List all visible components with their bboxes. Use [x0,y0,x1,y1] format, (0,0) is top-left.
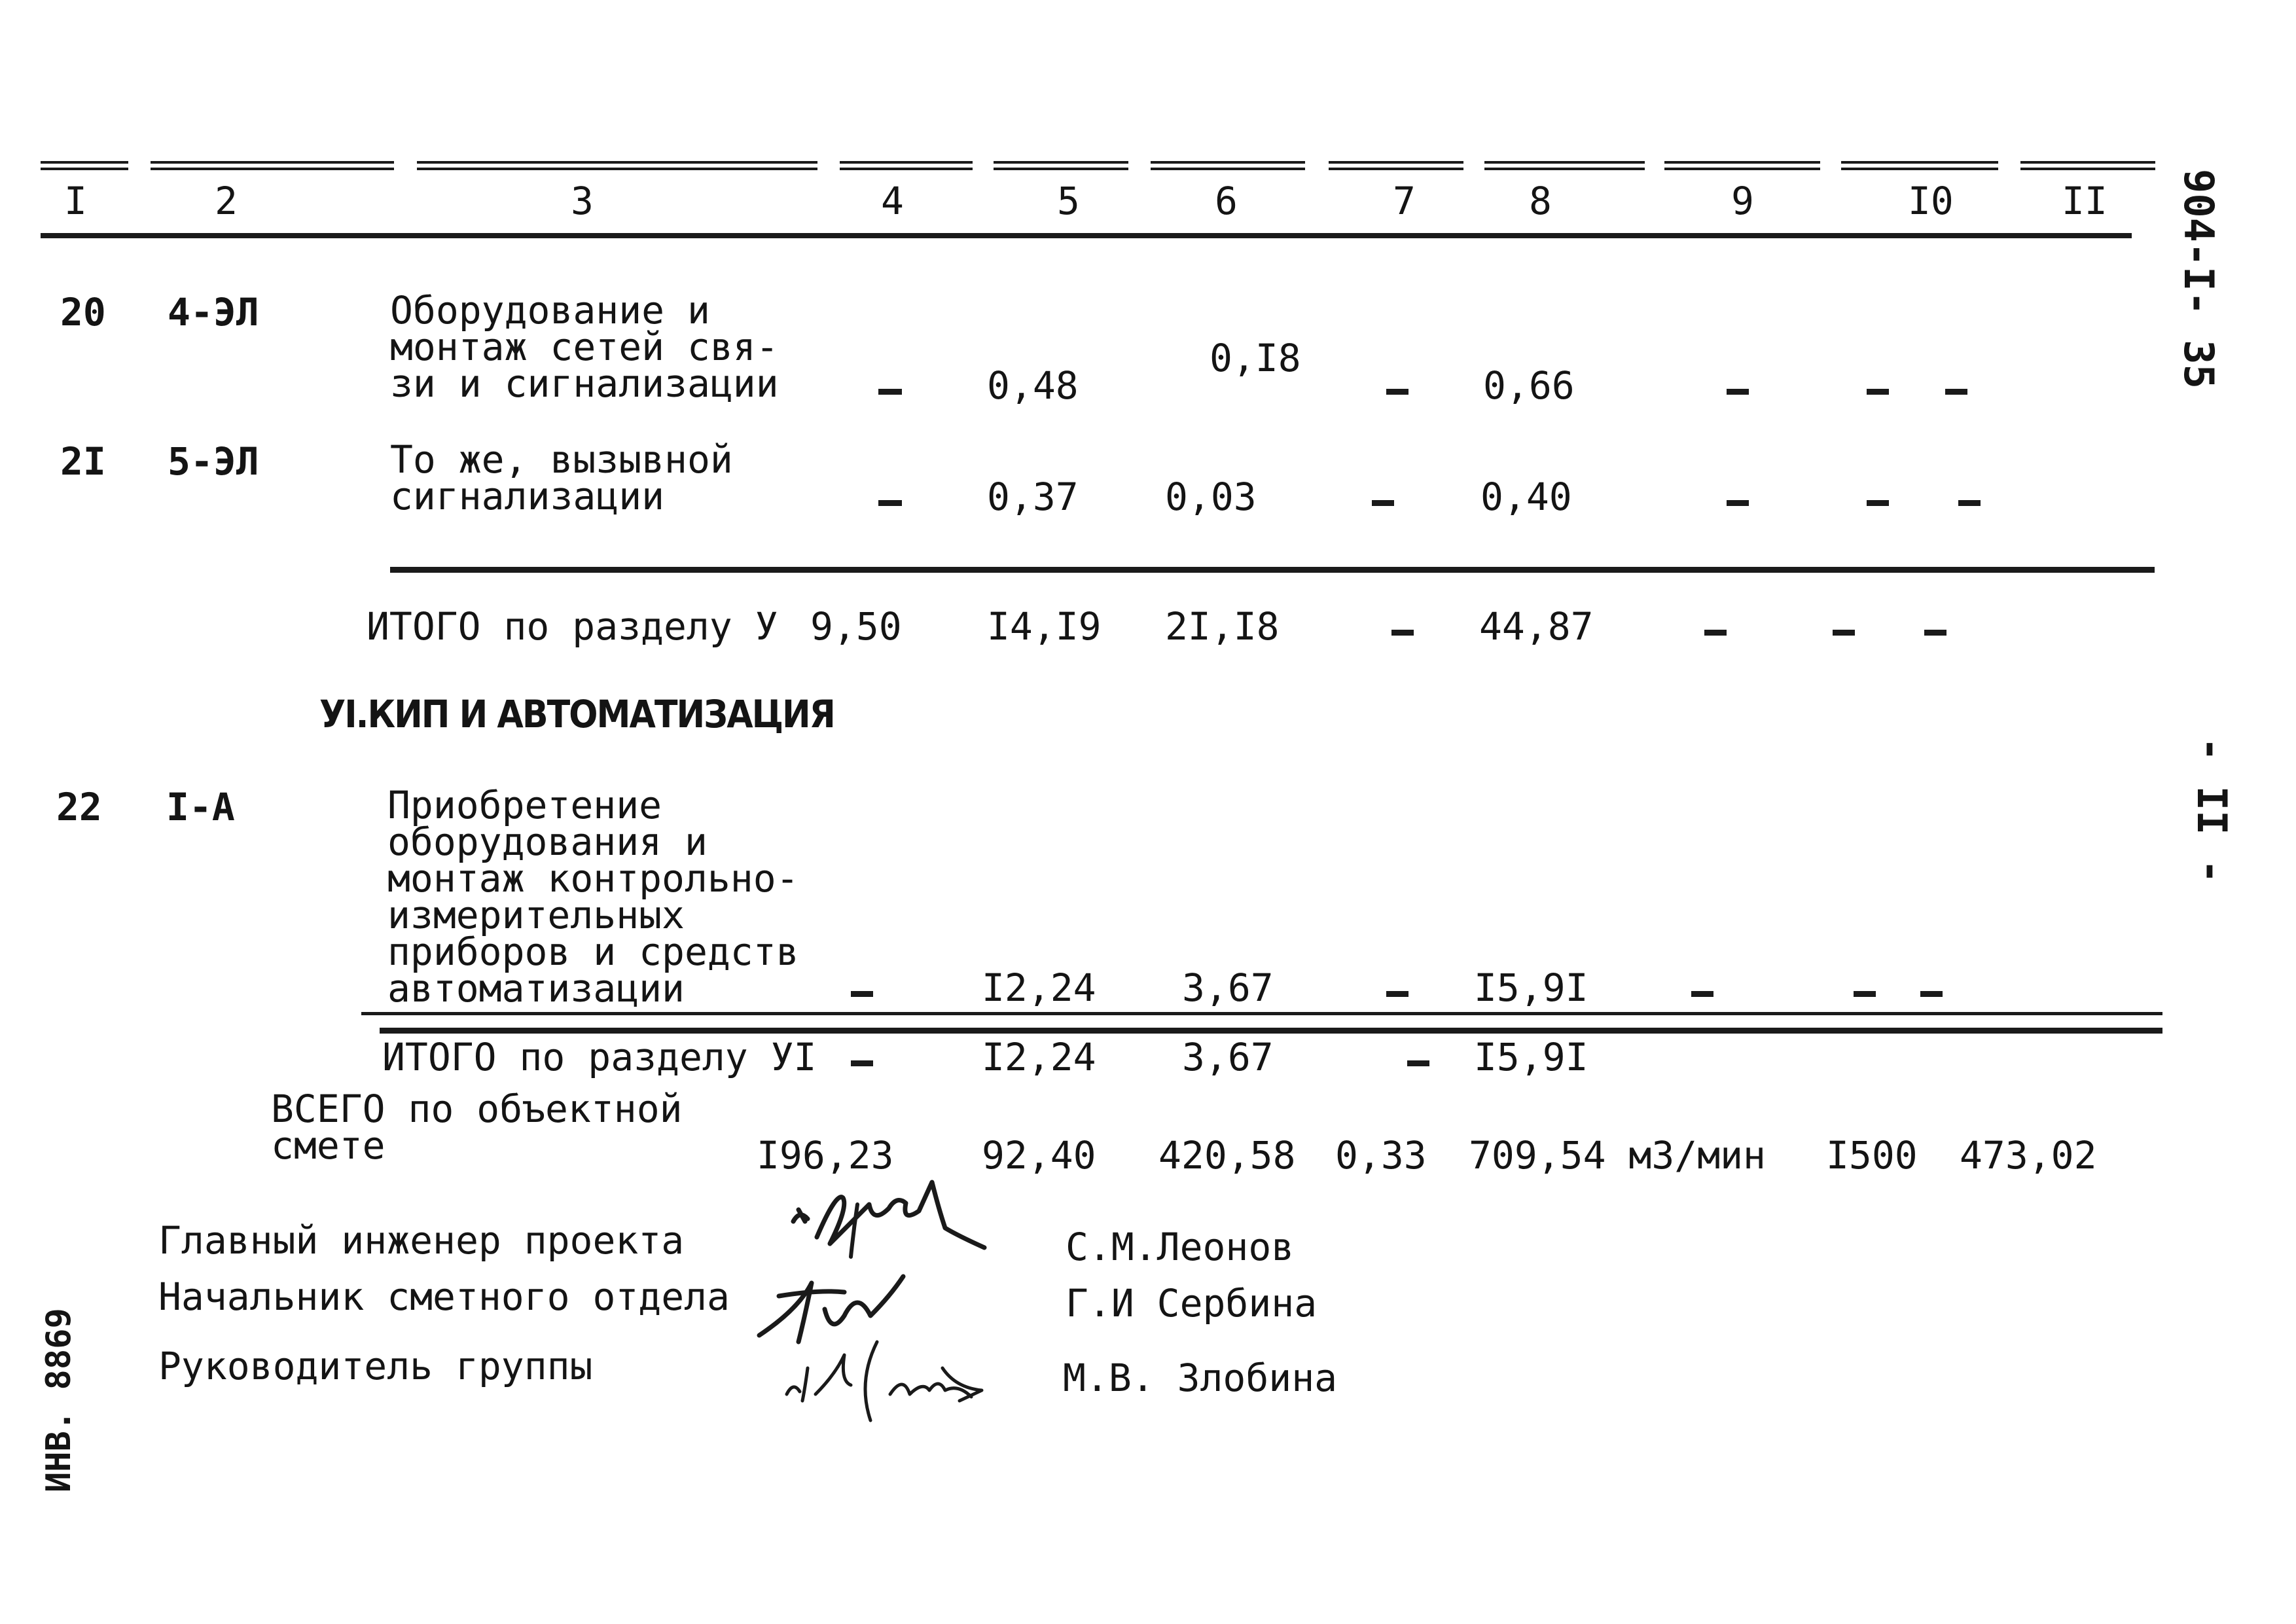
row-col5-value: 0,37 [987,475,1079,519]
document-code: 904-I- 35 [2175,169,2223,389]
row-col7-dash [1386,389,1408,395]
grand-col8-value: 709,54 мЗ/мин [1469,1133,1766,1178]
row-code: 5-ЭЛ [168,439,259,484]
grand-col7-value: 0,33 [1335,1133,1427,1178]
row-col9-dash [1727,500,1749,506]
header-top-rule-10 [1841,161,1998,170]
total-label: ИТОГО по разделу У [367,604,778,649]
header-top-rule-8 [1484,161,1645,170]
total-col6-value: 3,67 [1182,1035,1274,1079]
signature-name-chief-engineer: С.М.Леонов [1066,1225,1295,1269]
header-top-rule-1 [41,161,128,170]
signature-title-group-lead: Руководитель группы [158,1344,593,1388]
row-code: 4-ЭЛ [168,290,259,334]
row-col8-value: 0,40 [1480,475,1572,519]
col-header-3: 3 [571,179,594,223]
row-number: 2I [60,439,106,484]
grand-col4-value: I96,23 [757,1133,894,1178]
header-top-rule-5 [994,161,1128,170]
row-number: 22 [56,785,102,829]
total-col4-dash [851,1060,873,1066]
total-col5-value: I2,24 [982,1035,1096,1079]
handwritten-signature-3 [779,1322,1041,1427]
row-col6-value: 0,I8 [1210,336,1301,380]
col-header-8: 8 [1529,179,1552,223]
row-col7-dash [1372,500,1394,506]
header-bottom-rule [41,233,2132,238]
signature-name-group-lead: М.В. Злобина [1063,1356,1338,1400]
grand-total-label: ВСЕГО по объектной смете [271,1087,683,1168]
row-description: Оборудование и монтаж сетей свя- зи и сигнализации [390,288,779,406]
signature-name-estimate-head: Г.И Сербина [1066,1281,1318,1326]
row-col4-dash [878,389,902,395]
row-col10-dash [1867,500,1889,506]
grand-col5-value: 92,40 [982,1133,1096,1178]
row-col6-value: 3,67 [1182,965,1274,1010]
header-top-rule-11 [2020,161,2155,170]
col-header-1: I [64,179,87,223]
header-top-rule-9 [1664,161,1820,170]
total-col6-value: 2I,I8 [1165,604,1280,649]
row-col11-dash [1920,991,1943,997]
total-col7-dash [1407,1060,1429,1066]
row-code: I-А [166,785,235,829]
section-heading-kip: УI.КИП И АВТОМАТИЗАЦИЯ [319,692,834,736]
row-col11-dash [1945,389,1967,395]
total-col11-dash [1924,630,1946,636]
row-description: То же, вызывной сигнализации [390,437,733,518]
row-col7-dash [1386,991,1408,997]
row-col10-dash [1867,389,1889,395]
row-col4-dash [851,991,873,997]
page-number: - II - [2188,737,2236,884]
total-label: ИТОГО по разделу УI [382,1035,817,1079]
row-col5-value: I2,24 [982,965,1096,1010]
row-col5-value: 0,48 [987,363,1079,408]
header-top-rule-4 [840,161,973,170]
row-col9-dash [1691,991,1713,997]
col-header-11: II [2062,179,2108,223]
total-col8-value: 44,87 [1479,604,1594,649]
section5-subtotal-rule [390,567,2155,573]
col-header-10: I0 [1908,179,1954,223]
col-header-9: 9 [1731,179,1754,223]
col-header-6: 6 [1215,179,1238,223]
row-col10-dash [1854,991,1876,997]
section6-line-rule [361,1012,2162,1015]
header-top-rule-7 [1329,161,1463,170]
row-col9-dash [1727,389,1749,395]
signature-title-estimate-head: Начальник сметного отдела [158,1274,730,1319]
row-col8-value: 0,66 [1483,363,1575,408]
total-col8-value: I5,9I [1474,1035,1588,1079]
col-header-5: 5 [1057,179,1080,223]
row-description: Приобретение оборудования и монтаж контрольно- измерительных приборов и средств автоматизации [387,783,799,1011]
inventory-number: ИНВ. 8869 [39,1308,79,1492]
header-top-rule-3 [417,161,817,170]
total-col9-dash [1704,630,1727,636]
row-col8-value: I5,9I [1474,965,1588,1010]
row-col4-dash [878,500,902,506]
col-header-2: 2 [215,179,238,223]
total-col4-value: 9,50 [810,604,902,649]
grand-col6-value: 420,58 [1158,1133,1296,1178]
total-col10-dash [1833,630,1855,636]
col-header-7: 7 [1393,179,1416,223]
row-number: 20 [60,290,106,334]
header-top-rule-6 [1151,161,1305,170]
total-col5-value: I4,I9 [987,604,1102,649]
header-top-rule-2 [151,161,394,170]
row-col11-dash [1958,500,1981,506]
total-col7-dash [1391,630,1414,636]
section6-subtotal-rule [380,1028,2162,1034]
col-header-4: 4 [881,179,904,223]
signature-title-chief-engineer: Главный инженер проекта [158,1218,685,1263]
grand-col11-value: 473,02 [1960,1133,2097,1178]
row-col6-value: 0,03 [1165,475,1257,519]
grand-col10-value: I500 [1826,1133,1918,1178]
